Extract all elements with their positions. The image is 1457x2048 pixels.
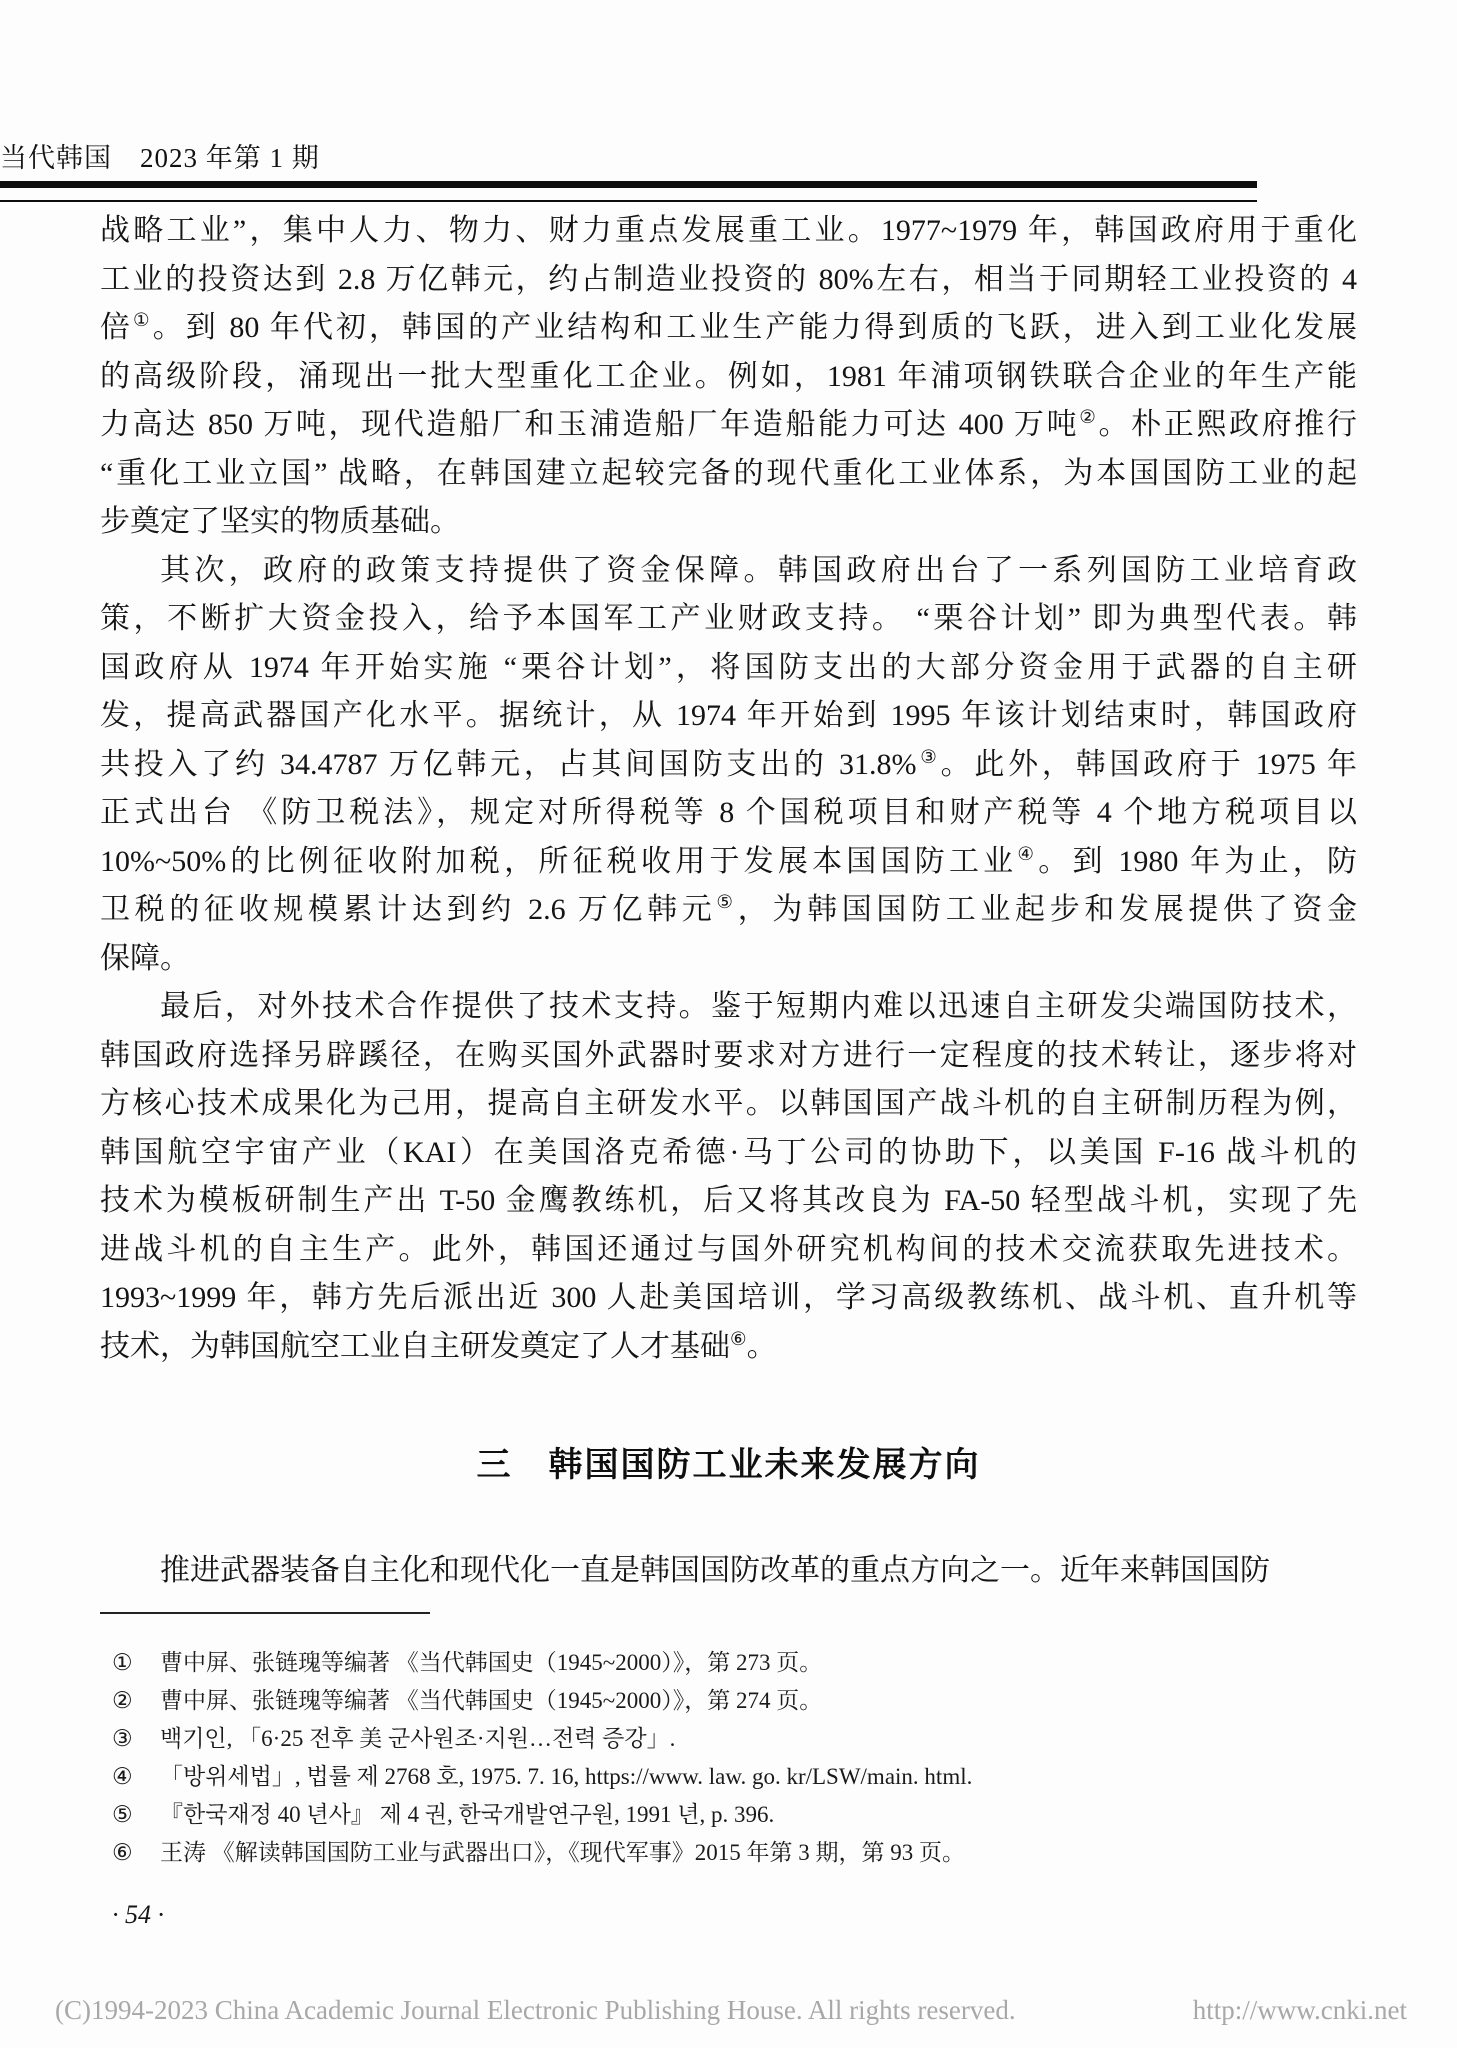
footnote-item xyxy=(100,1796,1357,1834)
page-number: · 54 · xyxy=(112,1899,164,1929)
footnote-ref: ④ xyxy=(1017,843,1039,865)
paragraph xyxy=(100,547,1357,984)
footnote-text: 曹中屏、张链瑰等编著 《当代韩国史（1945~2000）》，第 273 页。 xyxy=(160,1649,823,1675)
footnote-item xyxy=(100,1834,1357,1872)
text-line: 10%~50%的比例征收附加税，所征税收用于发展本国国防工业④。到 1980 年为止，防 xyxy=(100,843,1358,878)
footnote-text: 曹中屏、张链瑰等编著 《当代韩国史（1945~2000）》，第 274 页。 xyxy=(160,1687,823,1713)
text-line: 策，不断扩大资金投入，给予本国军工产业财政支持。 “栗谷计划” 即为典型代表。韩 xyxy=(100,602,1357,635)
footnote-item xyxy=(100,1682,1357,1720)
footnote-text: 백기인, 「6·25 전후 美 군사원조·지원…전력 증강」. xyxy=(160,1725,676,1751)
footnote-separator xyxy=(100,1612,430,1614)
text-line: 发，提高武器国产化水平。据统计，从 1974 年开始到 1995 年该计划结束时，韩国政府 xyxy=(100,699,1357,732)
text-line: 战略工业”，集中人力、物力、财力重点发展重工业。1977~1979 年，韩国政府用于重化 xyxy=(100,214,1357,247)
text-line: “重化工业立国” 战略，在韩国建立起较完备的现代重化工业体系，为本国国防工业的起 xyxy=(100,456,1357,490)
text-line: 其次，政府的政策支持提供了资金保障。韩国政府出台了一系列国防工业培育政 xyxy=(160,553,1357,587)
text-line: 进战斗机的自主生产。此外，韩国还通过与国外研究机构间的技术交流获取先进技术。 xyxy=(100,1232,1357,1266)
footnote-text: 『한국재정 40 년사』 제 4 권, 한국개발연구원, 1991 년, p. 396. xyxy=(160,1801,775,1827)
footnote-marker: ② xyxy=(112,1687,133,1713)
footnote-marker: ④ xyxy=(112,1763,133,1789)
cnki-url: http://www.cnki.net xyxy=(1192,1995,1407,2025)
footnote-list xyxy=(100,1644,1357,1872)
footnote-item xyxy=(100,1758,1357,1796)
journal-header-title: 当代韩国 2023 年第 1 期 xyxy=(0,143,320,173)
text-line: 最后，对外技术合作提供了技术支持。鉴于短期内难以迅速自主研发尖端国防技术， xyxy=(160,990,1357,1023)
footnote-marker: ⑥ xyxy=(112,1839,133,1865)
text-line: 的高级阶段，涌现出一批大型重化工企业。例如，1981 年浦项钢铁联合企业的年生产能 xyxy=(100,359,1357,393)
paragraph xyxy=(100,983,1357,1371)
footnote-item xyxy=(100,1720,1357,1758)
copyright-text: (C)1994-2023 China Academic Journal Electronic Publishing House. All rights reserved. xyxy=(55,1995,1016,2025)
text-line: 技术为模板研制生产出 T-50 金鹰教练机，后又将其改良为 FA-50 轻型战斗机，实现了先 xyxy=(100,1184,1357,1217)
body-paragraphs xyxy=(100,207,1357,1371)
section-heading: 三 韩国国防工业未来发展方向 xyxy=(476,1446,981,1484)
page-footer xyxy=(0,1995,1457,2026)
footnote-ref: ⑤ xyxy=(716,892,738,913)
text-line: 技术，为韩国航空工业自主研发奠定了人才基础⑥。 xyxy=(100,1328,777,1363)
body-paragraphs-after-heading xyxy=(100,1547,1357,1596)
article-body xyxy=(100,207,1357,1930)
paragraph xyxy=(100,1547,1357,1596)
footnote-marker: ③ xyxy=(112,1725,133,1751)
text-line: 共投入了约 34.4787 万亿韩元，占其间国防支出的 31.8%③。此外，韩国政府于 1975 年 xyxy=(100,746,1358,781)
footnote-text: 王涛 《解读韩国国防工业与武器出口》，《现代军事》2015 年第 3 期，第 93 页。 xyxy=(160,1839,965,1865)
text-line: 正式出台 《防卫税法》，规定对所得税等 8 个国税项目和财产税等 4 个地方税项目以 xyxy=(100,796,1357,829)
footnote-item xyxy=(100,1644,1357,1682)
footnote-ref: ① xyxy=(133,310,153,331)
text-line: 国政府从 1974 年开始实施 “栗谷计划”，将国防支出的大部分资金用于武器的自主研 xyxy=(100,650,1357,684)
footnote-ref: ③ xyxy=(916,746,941,768)
text-line: 韩国航空宇宙产业（KAI）在美国洛克希德·马丁公司的协助下，以美国 F-16 战斗机的 xyxy=(100,1135,1357,1169)
footnote-ref: ⑥ xyxy=(730,1328,747,1350)
text-line: 力高达 850 万吨，现代造船厂和玉浦造船厂年造船能力可达 400 万吨②。朴正熙政府推行 xyxy=(100,407,1358,441)
paragraph xyxy=(100,207,1357,547)
footnote-ref: ② xyxy=(1079,407,1099,428)
text-line: 倍①。到 80 年代初，韩国的产业结构和工业生产能力得到质的飞跃，进入到工业化发展 xyxy=(100,310,1358,344)
text-line: 韩国政府选择另辟蹊径，在购买国外武器时要求对方进行一定程度的技术转让，逐步将对 xyxy=(100,1038,1357,1072)
text-line: 方核心技术成果化为己用，提高自主研发水平。以韩国国产战斗机的自主研制历程为例， xyxy=(100,1087,1357,1120)
text-line: 1993~1999 年，韩方先后派出近 300 人赴美国培训，学习高级教练机、战斗机、直升机等 xyxy=(100,1281,1357,1314)
header-rule-thin xyxy=(0,200,1257,202)
header-rule-thick xyxy=(0,181,1257,188)
text-line: 步奠定了坚实的物质基础。 xyxy=(100,505,460,538)
footnote-marker: ① xyxy=(112,1649,133,1675)
text-line: 卫税的征收规模累计达到约 2.6 万亿韩元⑤，为韩国国防工业起步和发展提供了资金 xyxy=(100,892,1358,926)
text-line: 工业的投资达到 2.8 万亿韩元，约占制造业投资的 80%左右，相当于同期轻工业投资的 4 xyxy=(100,262,1357,296)
text-line: 保障。 xyxy=(100,941,190,975)
footnote-text: 「방위세법」, 법률 제 2768 호, 1975. 7. 16, https://www. law. go. kr/LSW/main. html. xyxy=(160,1763,973,1789)
footnote-marker: ⑤ xyxy=(112,1801,133,1827)
text-line: 推进武器装备自主化和现代化一直是韩国国防改革的重点方向之一。近年来韩国国防 xyxy=(160,1554,1270,1587)
